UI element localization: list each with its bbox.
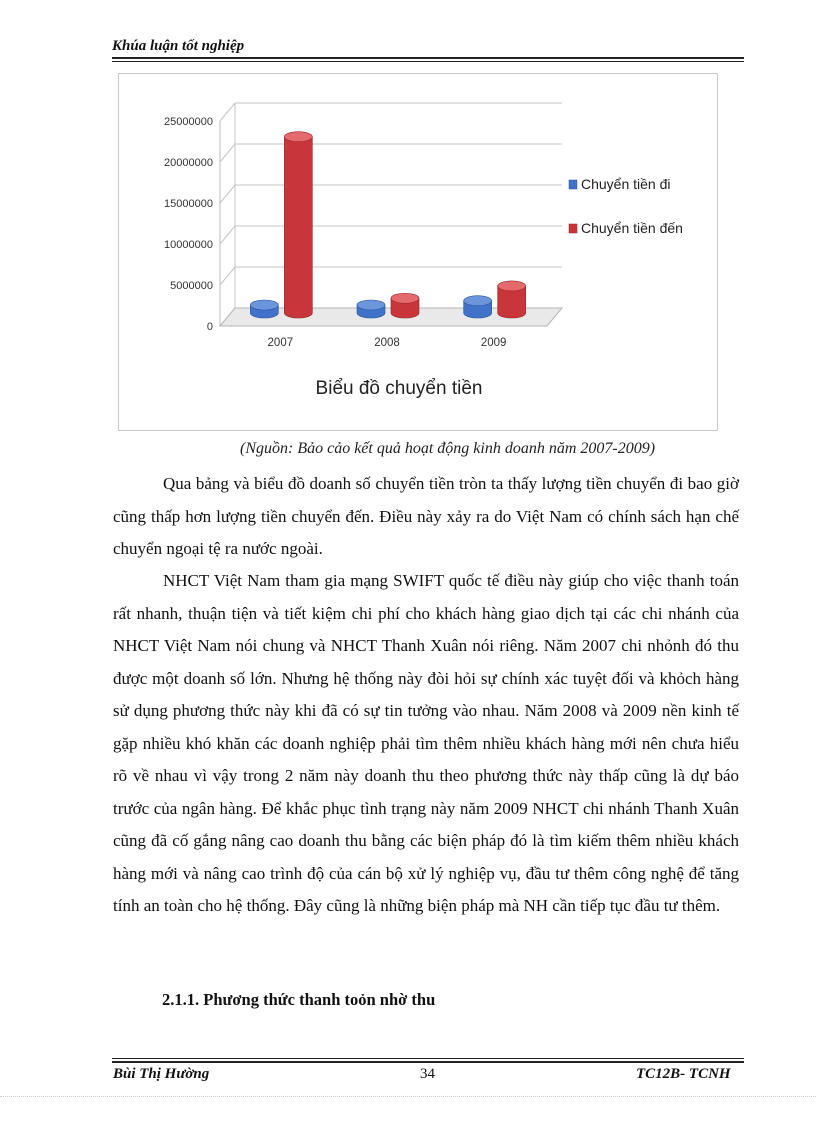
- bar-top-Chuyển tiền đi-2007: [250, 300, 278, 310]
- bar-top-Chuyển tiền đi-2008: [357, 300, 385, 310]
- legend-label: Chuyển tiền đi: [581, 176, 671, 192]
- paragraph-1: Qua bảng và biểu đồ doanh số chuyển tiền tròn ta thấy lượng tiền chuyển đi bao giờ cũng thấp hơn lượng tiền chuyển đến. Điều này xảy ra do Việt Nam có chính sách hạn chế chuyển ngoại tệ ra nước ngoài.: [113, 474, 739, 558]
- gridline: [220, 103, 562, 121]
- bar-top-Chuyển tiền đến-2007: [284, 132, 312, 142]
- footer-rule-thin: [112, 1058, 744, 1059]
- chart-legend: [569, 176, 683, 236]
- gridline: [220, 144, 562, 162]
- footer-class-code: TC12B- TCNH: [636, 1066, 731, 1082]
- legend-swatch: [569, 224, 577, 233]
- x-axis-ticks: [268, 337, 507, 349]
- header-title: Khúa luận tốt nghiệp: [112, 38, 245, 54]
- chart-title: Biểu đồ chuyển tiền: [315, 378, 483, 399]
- chart-bars: [250, 132, 525, 318]
- header-rule-thin: [112, 61, 744, 62]
- transfer-chart: [119, 74, 717, 430]
- y-tick-label: 15000000: [164, 198, 213, 210]
- page-edge: [0, 1096, 816, 1097]
- bar-Chuyển tiền đến-2007: [284, 137, 312, 318]
- x-tick-label: 2007: [267, 337, 294, 349]
- paragraph-2: NHCT Việt Nam tham gia mạng SWIFT quốc tế điều này giúp cho việc thanh toán rất nhanh, thuận tiện và tiết kiệm chi phí cho khách hàng giao dịch tại các chi nhánh của NHCT Việt Nam nói chung và NHCT Thanh Xuân nói riêng. Năm 2007 chi nhỏnh đó thu được một doanh số lớn. Nhưng hệ thống này đòi hỏi sự chính xác tuyệt đối và khỏch hàng sử dụng phương thức này khi đã có sự tin tưởng vào nhau. Năm 2008 và 2009 nền kinh tế gặp nhiều khó khăn các doanh nghiệp phải tìm thêm nhiều khách hàng mới nên chưa hiểu rõ về nhau vì vậy trong 2 năm này doanh thu theo phương thức này thấp cũng là dự báo trước của ngân hàng. Để khắc phục tình trạng này năm 2009 NHCT chi nhánh Thanh Xuân cũng đã cố gắng nâng cao doanh thu bằng các biện pháp đó là tìm kiếm thêm nhiều khách hàng mới và nâng cao trình độ của cán bộ xử lý nghiệp vụ, đầu tư thêm công nghệ để tăng tính an toàn cho hệ thống. Đây cũng là những biện pháp mà NH cần tiếp tục đầu tư thêm.: [113, 571, 739, 915]
- bar-top-Chuyển tiền đi-2009: [464, 296, 492, 306]
- x-tick-label: 2008: [374, 337, 400, 349]
- section-heading: 2.1.1. Phương thức thanh toỏn nhờ thu: [162, 990, 436, 1009]
- bar-top-Chuyển tiền đến-2008: [391, 293, 419, 303]
- y-tick-label: 10000000: [164, 239, 213, 251]
- header-rule: [112, 57, 744, 59]
- footer-rule: [112, 1061, 744, 1063]
- y-tick-label: 0: [206, 321, 213, 333]
- y-tick-label: 20000000: [164, 157, 213, 169]
- y-tick-label: 25000000: [164, 116, 213, 128]
- bar-top-Chuyển tiền đến-2009: [498, 281, 526, 291]
- legend-label: Chuyển tiền đến: [581, 220, 683, 236]
- chart-container: [118, 73, 718, 431]
- gridline: [220, 226, 562, 244]
- legend-swatch: [569, 180, 577, 189]
- gridline: [220, 185, 562, 203]
- x-tick-label: 2009: [480, 337, 507, 349]
- source-note: (Nguồn: Bảo cảo kết quả hoạt động kinh doanh năm 2007-2009): [240, 440, 656, 457]
- footer-author: Bùi Thị Hường: [113, 1066, 210, 1082]
- page-number: 34: [420, 1066, 435, 1082]
- y-tick-label: 5000000: [170, 280, 213, 292]
- y-axis-ticks: [164, 116, 213, 333]
